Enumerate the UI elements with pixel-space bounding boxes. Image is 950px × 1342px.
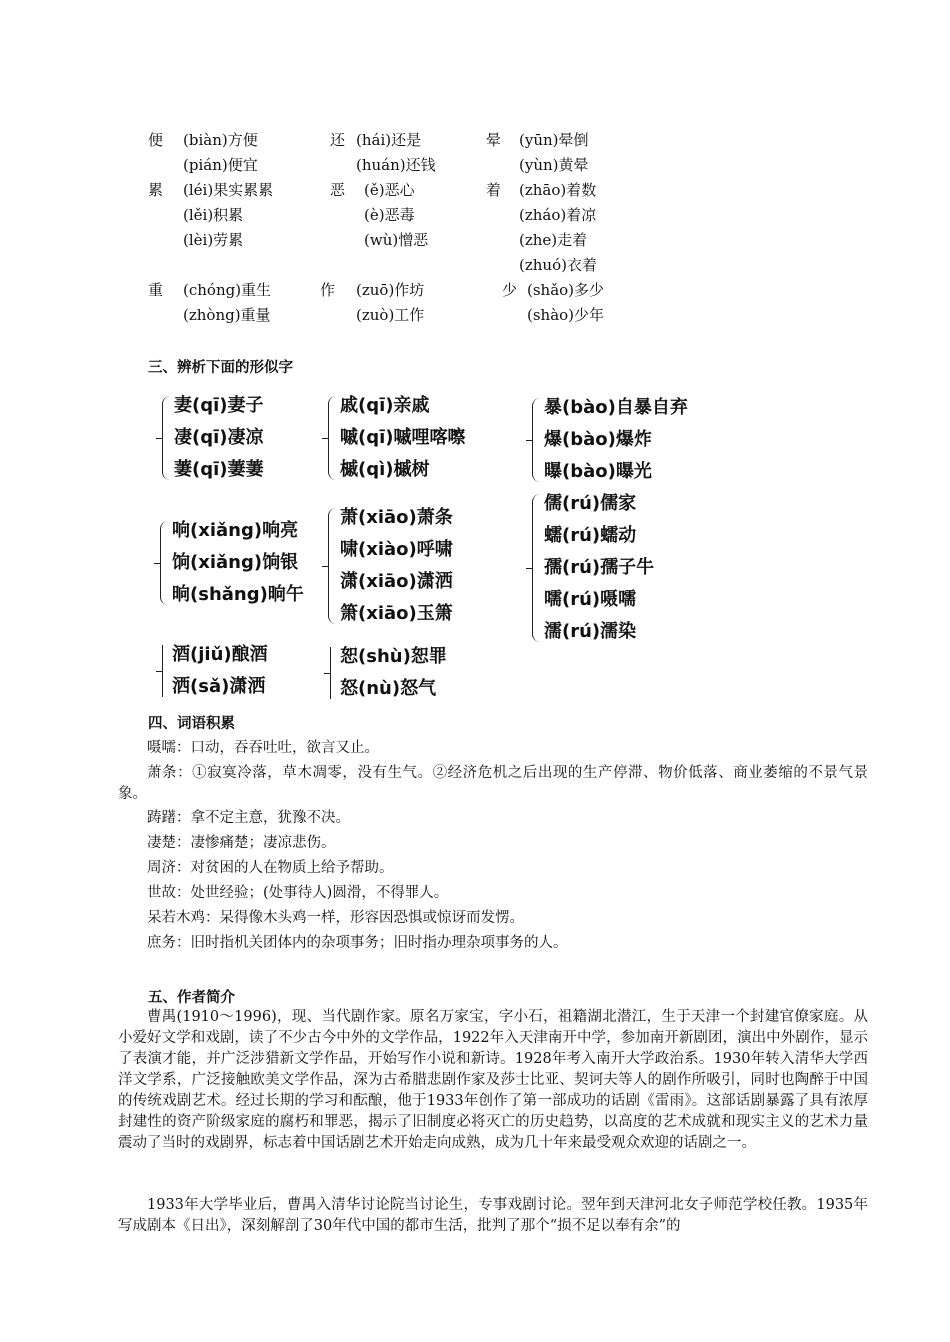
char: 重 <box>148 281 164 299</box>
group-item: 萋(qī)萋萋 <box>174 459 264 480</box>
group-item: 怒(nù)怒气 <box>340 678 437 699</box>
group-item: 儒(rú)儒家 <box>544 493 637 514</box>
group-item: 响(xiǎng)响亮 <box>172 520 299 541</box>
vocab-item: 凄楚：凄惨痛楚；凄凉悲伤。 <box>147 835 336 851</box>
reading: (è)恶毒 <box>364 206 415 224</box>
group-item: 槭(qì)槭树 <box>340 459 430 480</box>
brace-icon <box>162 396 170 480</box>
group-item: 孺(rú)孺子牛 <box>544 557 655 578</box>
char: 着 <box>486 181 502 199</box>
reading: (biàn)方便 <box>183 131 258 149</box>
group-item: 啸(xiào)呼啸 <box>340 539 453 560</box>
group-item: 晌(shǎng)晌午 <box>172 584 304 605</box>
section-heading: 四、词语积累 <box>148 716 235 732</box>
group-item: 濡(rú)濡染 <box>544 621 637 642</box>
group-item: 蠕(rú)蠕动 <box>544 525 637 546</box>
vocab-item: 踌躇：拿不定主意，犹豫不决。 <box>147 810 350 826</box>
group-item: 嘁(qī)嘁哩喀嚓 <box>340 427 466 448</box>
reading: (shǎo)多少 <box>527 281 605 299</box>
reading: (lèi)劳累 <box>183 231 244 249</box>
reading: (zuō)作坊 <box>356 281 425 299</box>
reading: (zhuó)衣着 <box>519 256 597 274</box>
brace-icon <box>328 508 336 624</box>
group-item: 暴(bào)自暴自弃 <box>544 397 688 418</box>
reading: (hái)还是 <box>356 131 422 149</box>
char: 晕 <box>486 131 502 149</box>
brace-icon <box>330 647 338 699</box>
group-item: 潇(xiāo)潇洒 <box>340 571 453 592</box>
group-item: 萧(xiāo)萧条 <box>340 507 453 528</box>
group-item: 恕(shù)恕罪 <box>340 646 447 667</box>
brace-icon <box>160 521 168 605</box>
group-item: 戚(qī)亲戚 <box>340 395 430 416</box>
reading: (zhe)走着 <box>519 231 588 249</box>
reading: (zhāo)着数 <box>519 181 597 199</box>
bio-paragraph: 1933年大学毕业后，曹禺入清华讨论院当讨论生，专事戏剧讨论。翌年到天津河北女子师范学校任教。1935年写成剧本《日出》，深刻解剖了30年代中国的都市生活，批判了那个“损不足以奉有余”的 <box>118 1197 868 1234</box>
reading: (léi)果实累累 <box>183 181 274 199</box>
char: 还 <box>330 131 346 149</box>
vocab-item: 世故：处世经验；(处事待人)圆滑，不得罪人。 <box>147 885 449 901</box>
brace-icon <box>532 494 540 642</box>
char: 作 <box>320 281 336 299</box>
reading: (lěi)积累 <box>183 206 244 224</box>
group-item: 箫(xiāo)玉箫 <box>340 603 453 624</box>
reading: (yùn)黄晕 <box>519 156 589 174</box>
group-item: 嚅(rú)嗫嚅 <box>544 589 637 610</box>
section-heading: 五、作者简介 <box>148 990 235 1006</box>
vocab-item: 庶务：旧时指机关团体内的杂项事务；旧时指办理杂项事务的人。 <box>147 935 568 951</box>
char: 少 <box>502 281 518 299</box>
reading: (chóng)重生 <box>183 281 272 299</box>
group-item: 酒(jiǔ)酿酒 <box>172 644 268 665</box>
vocab-item: 嗫嚅：口动，吞吞吐吐，欲言又止。 <box>147 740 379 756</box>
reading: (zhòng)重量 <box>183 306 271 324</box>
group-item: 洒(sǎ)潇洒 <box>172 676 266 697</box>
reading: (ě)恶心 <box>364 181 415 199</box>
reading: (yūn)晕倒 <box>519 131 589 149</box>
group-item: 饷(xiǎng)饷银 <box>172 552 299 573</box>
char: 恶 <box>330 181 346 199</box>
vocab-item: 周济：对贫困的人在物质上给予帮助。 <box>147 860 394 876</box>
reading: (wù)憎恶 <box>364 231 429 249</box>
group-item: 妻(qī)妻子 <box>174 395 264 416</box>
char: 累 <box>148 181 164 199</box>
bio-paragraph: 曹禺(1910～1996)，现、当代剧作家。原名万家宝，字小石，祖籍湖北潜江，生于天津一个封建官僚家庭。从小爱好文学和戏剧，读了不少古今中外的文学作品，1922年入天津南开中学，参加南开新剧团，演出中外剧作，显示了表演才能，并广泛涉猎新文学作品，开始写作小说和新诗。1928年考入南开大学政治系。1930年转入清华大学西洋文学系，广泛接触欧美文学作品，深为古希腊悲剧作家及莎士比亚、契诃夫等人的剧作所吸引，同时也陶醉于中国的传统戏剧艺术。经过长期的学习和酝酿，他于1933年创作了第一部成功的话剧《雷雨》。这部话剧暴露了具有浓厚封建性的资产阶级家庭的腐朽和罪恶，揭示了旧制度必将灭亡的历史趋势，以高度的艺术成就和现实主义的艺术力量震动了当时的戏剧界，标志着中国话剧艺术开始走向成熟，成为几十年来最受观众欢迎的话剧之一。 <box>118 1009 868 1151</box>
reading: (huán)还钱 <box>356 156 436 174</box>
reading: (zháo)着凉 <box>519 206 597 224</box>
brace-icon <box>328 396 336 480</box>
brace-icon <box>162 645 170 697</box>
group-item: 凄(qī)凄凉 <box>174 427 264 448</box>
group-item: 曝(bào)曝光 <box>544 461 652 482</box>
group-item: 爆(bào)爆炸 <box>544 429 652 450</box>
reading: (zuò)工作 <box>356 306 425 324</box>
vocab-item: 萧条：①寂寞冷落，草木凋零，没有生气。②经济危机之后出现的生产停滞、物价低落、商业萎缩的不景气景象。 <box>118 765 868 802</box>
brace-icon <box>532 398 540 482</box>
section-heading: 三、辨析下面的形似字 <box>148 360 293 376</box>
char: 便 <box>148 131 164 149</box>
reading: (shào)少年 <box>527 306 605 324</box>
reading: (pián)便宜 <box>183 156 258 174</box>
vocab-item: 呆若木鸡：呆得像木头鸡一样，形容因恐惧或惊讶而发愣。 <box>147 910 524 926</box>
